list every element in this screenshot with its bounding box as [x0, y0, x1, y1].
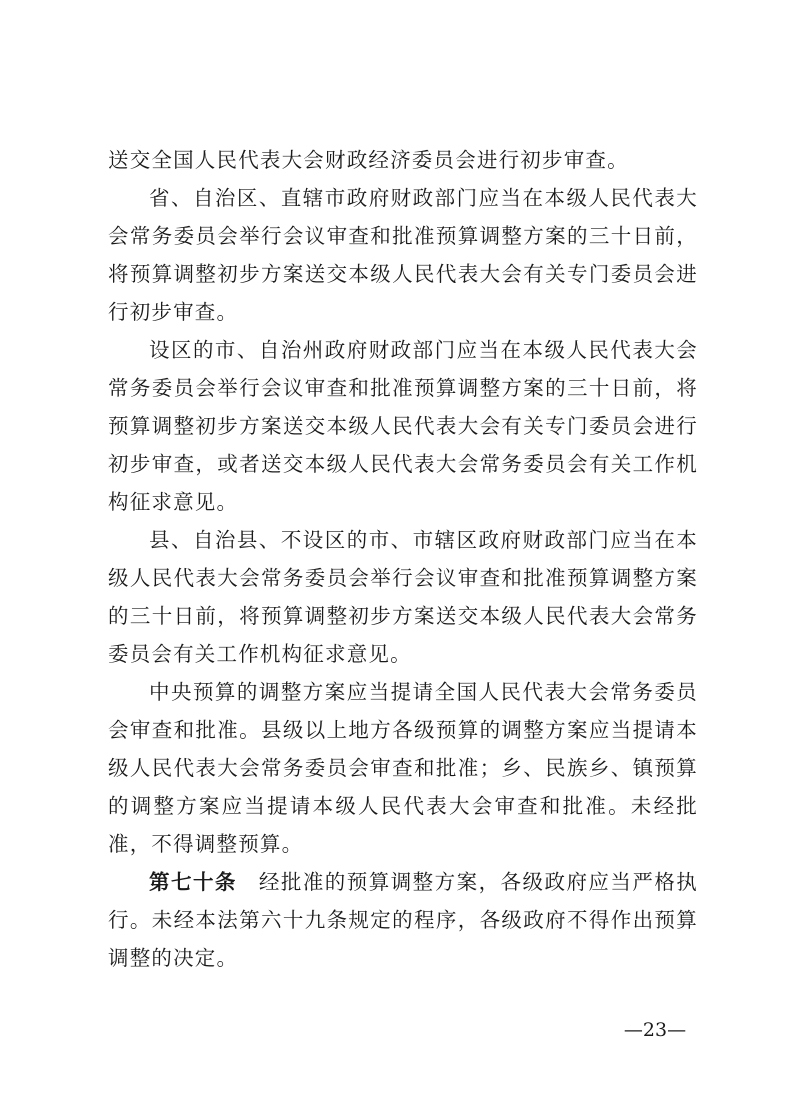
paragraph-municipal: 设区的市、自治州政府财政部门应当在本级人民代表大会常务委员会举行会议审查和批准预算调整方案的三十日前，将预算调整初步方案送交本级人民代表大会有关专门委员会进行初步审查，或者送交本级人民代表大会常务委员会有关工作机构征求意见。 [108, 338, 698, 514]
article-label: 第七十条 [149, 870, 237, 894]
paragraph-central: 中央预算的调整方案应当提请全国人民代表大会常务委员会审查和批准。县级以上地方各级预算的调整方案应当提请本级人民代表大会常务委员会审查和批准；乡、民族乡、镇预算的调整方案应当提请本级人民代表大会审查和批准。未经批准，不得调整预算。 [108, 680, 698, 856]
article-paragraph [108, 863, 698, 977]
body-text [108, 141, 698, 977]
page-number: —23— [623, 1019, 687, 1041]
article-text: 经批准的预算调整方案，各级政府应当严格执行。未经本法第六十九条规定的程序，各级政府不得作出预算调整的决定。 [108, 870, 699, 970]
paragraph-county: 县、自治县、不设区的市、市辖区政府财政部门应当在本级人民代表大会常务委员会举行会议审查和批准预算调整方案的三十日前，将预算调整初步方案送交本级人民代表大会常务委员会有关工作机构征求意见。 [108, 528, 698, 666]
paragraph-provincial: 省、自治区、直辖市政府财政部门应当在本级人民代表大会常务委员会举行会议审查和批准预算调整方案的三十日前，将预算调整初步方案送交本级人民代表大会有关专门委员会进行初步审查。 [108, 186, 698, 324]
paragraph-continuation: 送交全国人民代表大会财政经济委员会进行初步审查。 [108, 148, 629, 172]
